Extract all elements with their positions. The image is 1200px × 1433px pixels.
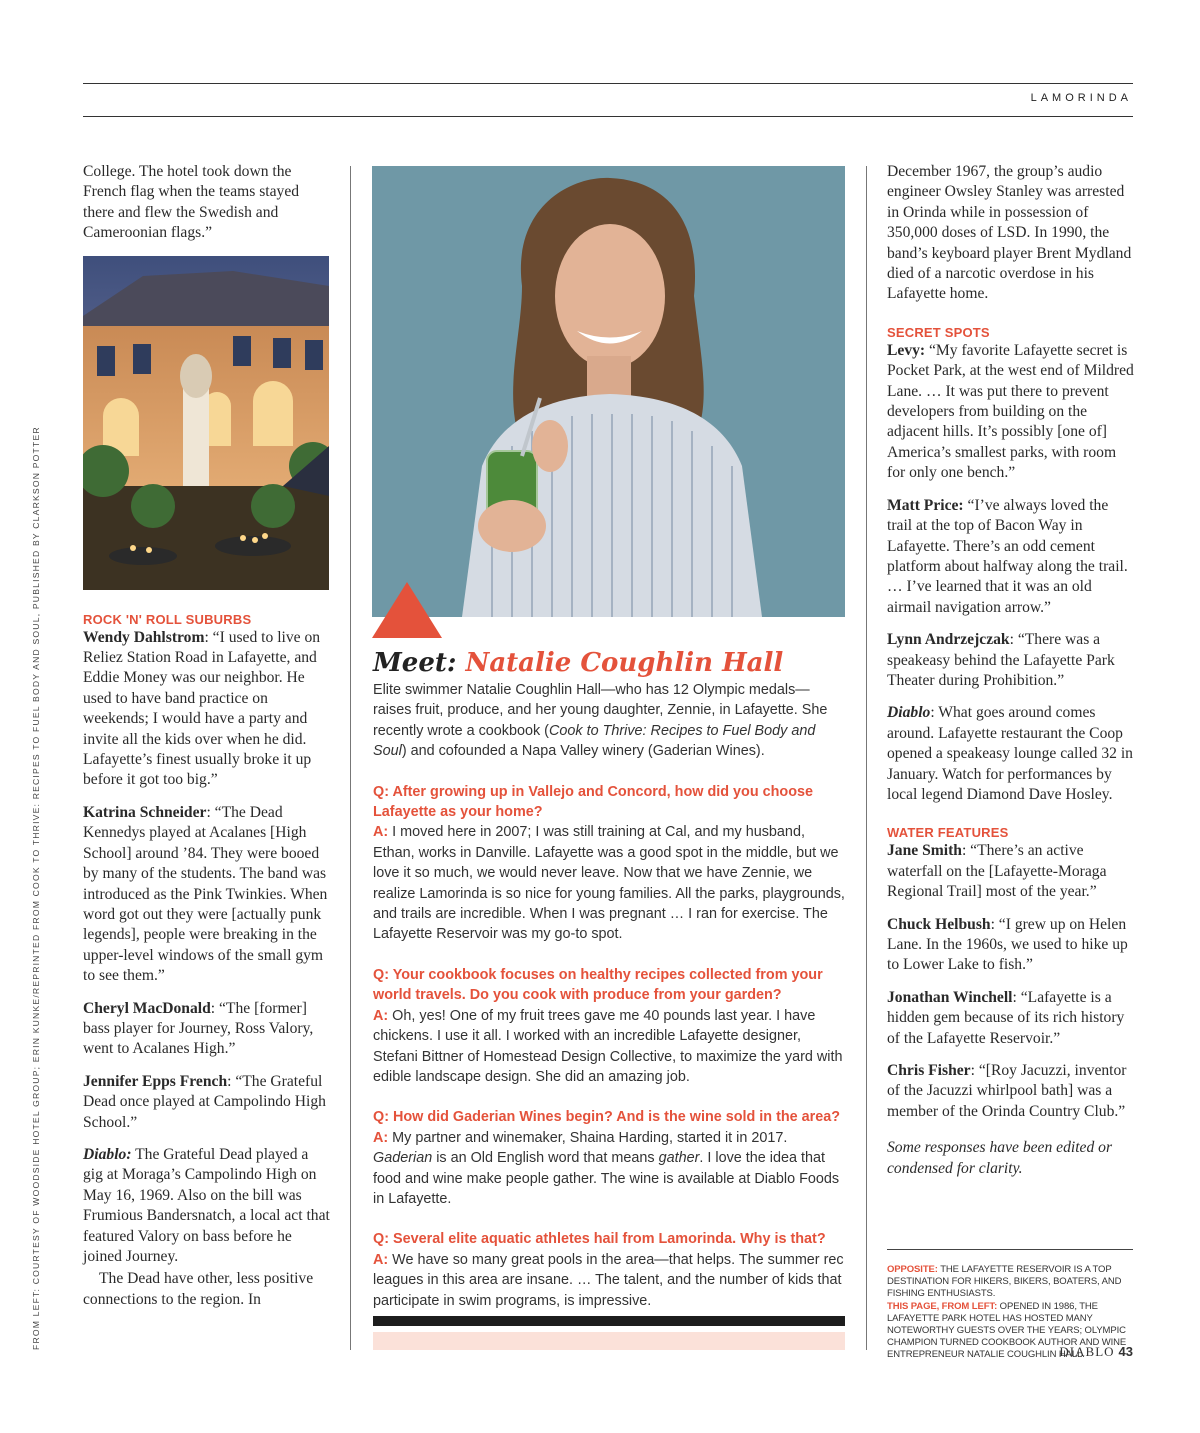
magazine-name: DIABLO — [1059, 1344, 1115, 1359]
entry-cheryl: Cheryl MacDonald: “The [former] bass player for Journey, Ross Valory, went to Acalanes High.” — [83, 999, 314, 1058]
hotel-photo — [83, 256, 329, 590]
portrait-illustration — [372, 166, 845, 617]
left-intro: College. The hotel took down the French flag when the teams stayed there and flew the Swedish and Cameroonian flags.” — [83, 163, 300, 242]
page-footer — [1059, 1344, 1133, 1360]
top-rule — [83, 83, 1133, 84]
triangle-icon — [372, 582, 442, 638]
heading-water-features: WATER FEATURES — [887, 825, 1009, 841]
entry-lynn: Lynn Andrzejczak: “There was a speakeasy behind the Lafayette Park Theater during Prohibition.” — [887, 631, 1115, 689]
entry-wendy: Wendy Dahlstrom: “I used to live on Reliez Station Road in Lafayette, and Eddie Money was our neighbor. He used to have band practice on weekends; I would have a party and invite all the kids over when he did. Lafayette’s finest usually broke it up before it got too big.” — [83, 628, 321, 789]
hotel-illustration — [83, 256, 329, 590]
right-column — [887, 162, 1137, 1179]
caption-rule — [887, 1249, 1133, 1250]
interview-column — [373, 648, 848, 1331]
heading-rock-n-roll: ROCK 'N' ROLL SUBURBS — [83, 611, 252, 627]
qa-item: Q: Your cookbook focuses on healthy recipes collected from your world travels. Do you cook with produce from your garden? A: Oh, yes! One of my fruit trees gave me 40 pounds last year. I have chickens. I use it all. I worked with an incredible Lafayette designer, Stefani Bittner of Homestead Design Collective, to maximize the yard with edible landscape design. She did an amazing job. — [373, 966, 843, 1085]
decorative-bar-pink — [373, 1332, 845, 1350]
qa-item: Q: After growing up in Vallejo and Concord, how did you choose Lafayette as your home? A: I moved here in 2007; I was still training at Cal, and my husband, Ethan, works in Danville. Lafayette was a good spot in the middle, but we love it so much, we would never leave. Now that we have Zennie, we realize Lamorinda is so nice for young families. All the parks, playgrounds, and trails are incredible. When I was pregnant … I ran for exercise. The Lafayette Reservoir was my go-to spot. — [373, 783, 845, 943]
column-divider-left — [350, 166, 351, 1350]
entry-jane: Jane Smith: “There’s an active waterfall on the [Lafayette-Moraga Regional Trail] most of the year.” — [887, 842, 1107, 901]
editors-note: Some responses have been edited or condensed for clarity. — [887, 1139, 1113, 1177]
right-intro: December 1967, the group’s audio engineer Owsley Stanley was arrested in Orinda while in possession of 350,000 doses of LSD. In 1990, the band’s keyboard player Brent Mydland died of a narcotic overdose in his Lafayette home. — [887, 163, 1132, 303]
column-divider-right — [866, 166, 867, 1350]
entry-levy: Levy: “My favorite Lafayette secret is Pocket Park, at the west end of Mildred Lane. … It was put there to prevent developers from building on the adjacent hills. It’s possibly [one of] America’s smallest parks, with room for only one bench.” — [887, 341, 1134, 482]
entry-matt: Matt Price: “I’ve always loved the trail at the top of Bacon Way in Lafayette. There’s an odd cement platform about halfway along the trail. … I’ve learned that it was an old airmail navigation arrow.” — [887, 496, 1128, 616]
left-continuation: The Dead have other, less positive connections to the region. In — [83, 1270, 314, 1308]
portrait-photo — [372, 166, 845, 617]
qa-item: Q: Several elite aquatic athletes hail from Lamorinda. Why is that? A: We have so many great pools in the area—that helps. The summer rec leagues in this area are insane. … The talent, and the number of kids that participate in swim programs, is impressive. — [373, 1231, 844, 1309]
meet-title: Meet: Natalie Coughlin Hall — [373, 648, 784, 678]
entry-chuck: Chuck Helbush: “I grew up on Helen Lane. In the 1960s, we used to hike up to Lower Lake to fish.” — [887, 915, 1128, 974]
diablo-note-left: Diablo: The Grateful Dead played a gig at Moraga’s Campolindo High on May 16, 1969. Also on the bill was Frumious Bandersnatch, a local act that featured Valory on bass before he joined Journey. — [83, 1145, 330, 1265]
header-rule — [83, 116, 1133, 117]
decorative-bar-dark — [373, 1316, 845, 1326]
heading-secret-spots: SECRET SPOTS — [887, 324, 990, 340]
qa-item: Q: How did Gaderian Wines begin? And is the wine sold in the area? A: My partner and winemaker, Shaina Harding, started it in 2017. Gaderian is an Old English word that means gather. I love the idea that food and wine make people gather. The wine is available at Diablo Foods in Lafayette. — [373, 1109, 841, 1207]
interview-intro: Elite swimmer Natalie Coughlin Hall—who has 12 Olympic medals—raises fruit, produce, and her young daughter, Zennie, in Lafayette. She recently wrote a cookbook (Cook to Thrive: Recipes to Fuel Body and Soul) and cofounded a Napa Valley winery (Gaderian Wines). — [373, 682, 828, 760]
section-label: LAMORINDA — [1030, 92, 1132, 104]
page-number: 43 — [1118, 1344, 1133, 1359]
entry-katrina: Katrina Schneider: “The Dead Kennedys played at Acalanes [High School] around ’84. They were booed by many of the students. The band was introduced as the Pink Twinkies. When word got out they were [actually punk legends], people were breaking in the upper-level windows of the small gym to see them.” — [83, 803, 328, 985]
entry-jennifer: Jennifer Epps French: “The Grateful Dead once played at Campolindo High School.” — [83, 1072, 326, 1131]
photo-credit: FROM LEFT: COURTESY OF WOODSIDE HOTEL GROUP; ERIN KUNKE/REPRINTED FROM COOK TO THRIVE: RECIPES TO FUEL BODY AND SOUL, PUBLISHED BY CLARKSON POTTER — [31, 426, 41, 1350]
entry-chris: Chris Fisher: “[Roy Jacuzzi, inventor of the Jacuzzi whirlpool bath] was a member of the Orinda Country Club.” — [887, 1062, 1127, 1120]
entry-jonathan: Jonathan Winchell: “Lafayette is a hidden gem because of its rich history of the Lafayette Reservoir.” — [887, 988, 1125, 1047]
photo-caption: OPPOSITE: THE LAFAYETTE RESERVOIR IS A TOP DESTINATION FOR HIKERS, BIKERS, BOATERS, AND FISHING ENTHUSIASTS. THIS PAGE, FROM LEFT: OPENED IN 1986, THE LAFAYETTE PARK HOTEL HAS HOSTED MANY NOTEWORTHY GUESTS OVER THE YEARS; OLYMPIC CHAMPION TURNED COOKBOOK AUTHOR AND WINE ENTREPRENEUR NATALIE COUGHLIN HALL. — [887, 1264, 1127, 1361]
diablo-note-right: Diablo: What goes around comes around. Lafayette restaurant the Coop opened a speakeasy lounge called 32 in January. Watch for performances by local legend Diamond Dave Hosley. — [887, 704, 1133, 803]
